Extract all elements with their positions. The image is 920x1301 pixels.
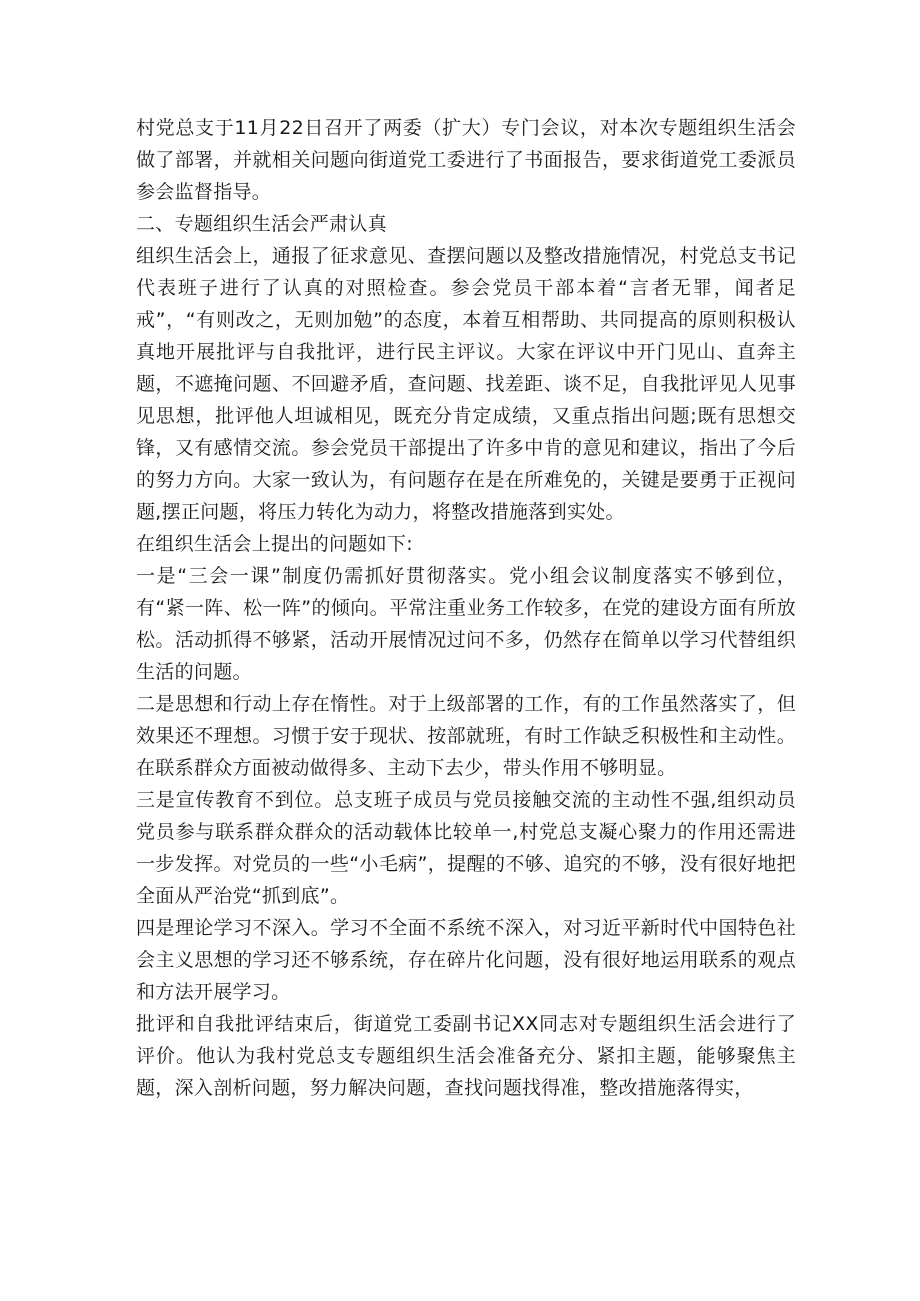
document-body <box>136 112 796 1104</box>
paragraph-evaluation: 批评和自我批评结束后，街道党工委副书记XX同志对专题组织生活会进行了评价。他认为我村党总支专题组织生活会准备充分、紧扣主题，能够聚焦主题，深入剖析问题，努力解决问题，查找问题找得准，整改措施落得实， <box>136 1013 796 1099</box>
paragraph-meeting-arrangement: 村党总支于11月22日召开了两委（扩大）专门会议，对本次专题组织生活会做了部署，并就相关问题向街道党工委进行了书面报告，要求街道党工委派员参会监督指导。 <box>136 117 796 203</box>
paragraph-issue-1: 一是“三会一课”制度仍需抓好贯彻落实。党小组会议制度落实不够到位，有“紧一阵、松一阵”的倾向。平常注重业务工作较多，在党的建设方面有所放松。活动抓得不够紧，活动开展情况过问不多，仍然存在简单以学习代替组织生活的问题。 <box>136 565 796 683</box>
paragraph-issue-2: 二是思想和行动上存在惰性。对于上级部署的工作，有的工作虽然落实了，但效果还不理想。习惯于安于现状、按部就班，有时工作缺乏积极性和主动性。在联系群众方面被动做得多、主动下去少，带头作用不够明显。 <box>136 693 796 779</box>
paragraph-issue-3: 三是宣传教育不到位。总支班子成员与党员接触交流的主动性不强,组织动员党员参与联系群众群众的活动载体比较单一,村党总支凝心聚力的作用还需进一步发挥。对党员的一些“小毛病”，提醒的不够、追究的不够，没有很好地把全面从严治党“抓到底”。 <box>136 789 796 907</box>
section-heading-2: 二、专题组织生活会严肃认真 <box>136 213 387 235</box>
paragraph-meeting-process: 组织生活会上，通报了征求意见、查摆问题以及整改措施情况，村党总支书记代表班子进行了认真的对照检查。参会党员干部本着“言者无罪，闻者足戒”，“有则改之，无则加勉”的态度，本着互相帮助、共同提高的原则积极认真地开展批评与自我批评，进行民主评议。大家在评议中开门见山、直奔主题，不遮掩问题、不回避矛盾，查问题、找差距、谈不足，自我批评见人见事见思想，批评他人坦诚相见，既充分肯定成绩，又重点指出问题;既有思想交锋，又有感情交流。参会党员干部提出了许多中肯的意见和建议，指出了今后的努力方向。大家一致认为，有问题存在是在所难免的，关键是要勇于正视问题,摆正问题，将压力转化为动力，将整改措施落到实处。 <box>136 245 796 523</box>
paragraph-issues-intro: 在组织生活会上提出的问题如下: <box>136 533 413 555</box>
paragraph-issue-4: 四是理论学习不深入。学习不全面不系统不深入，对习近平新时代中国特色社会主义思想的学习还不够系统，存在碎片化问题，没有很好地运用联系的观点和方法开展学习。 <box>136 917 796 1003</box>
